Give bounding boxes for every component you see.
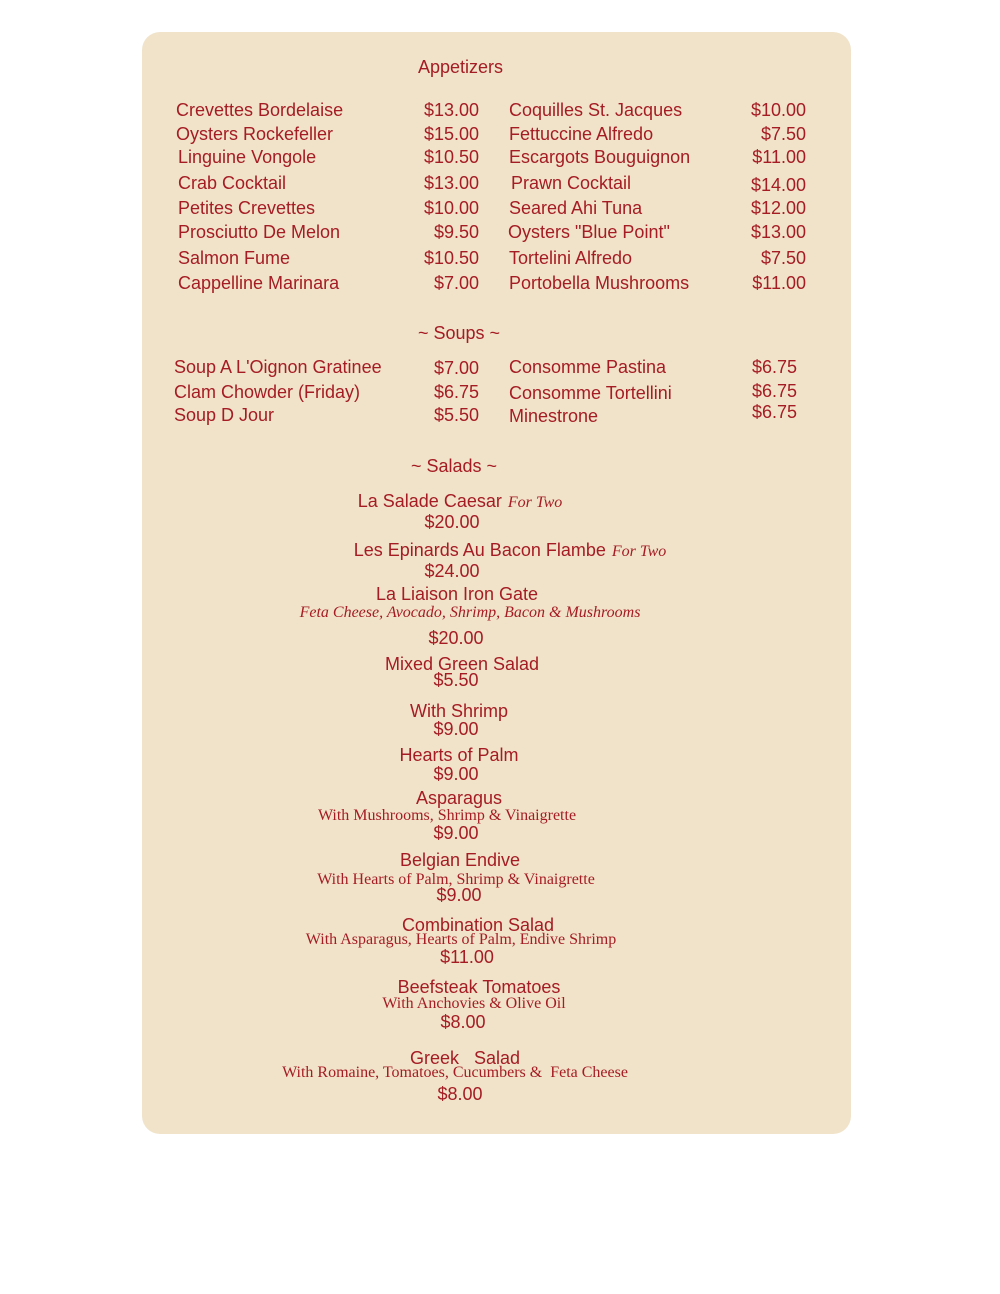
appetizer-price: $13.00 — [423, 173, 479, 193]
appetizer-price: $10.00 — [423, 198, 479, 218]
salad-price: $5.50 — [433, 670, 479, 690]
appetizer-price: $11.00 — [752, 147, 806, 167]
appetizer-name: Oysters Rockefeller — [176, 124, 334, 144]
appetizer-price: $7.50 — [760, 124, 806, 144]
salad-description: Feta Cheese, Avocado, Shrimp, Bacon & Mushrooms — [299, 604, 641, 621]
salad-price: $11.00 — [440, 947, 494, 967]
salad-name: Asparagus — [415, 788, 503, 808]
salad-note: For Two — [507, 494, 563, 511]
salad-price: $8.00 — [437, 1084, 483, 1104]
appetizer-name: Prawn Cocktail — [511, 173, 632, 193]
appetizer-price: $13.00 — [750, 222, 806, 242]
appetizer-name: Cappelline Marinara — [178, 273, 340, 293]
appetizer-name: Crevettes Bordelaise — [176, 100, 344, 120]
salad-name: With Shrimp — [409, 701, 508, 721]
appetizer-name: Escargots Bouguignon — [509, 147, 691, 167]
appetizer-name: Coquilles St. Jacques — [509, 100, 683, 120]
appetizer-name: Fettuccine Alfredo — [509, 124, 654, 144]
salad-price: $20.00 — [424, 512, 480, 532]
appetizer-price: $10.00 — [750, 100, 806, 120]
appetizer-name: Tortelini Alfredo — [509, 248, 633, 268]
appetizer-price: $13.00 — [423, 100, 479, 120]
appetizer-price: $7.00 — [433, 273, 479, 293]
soup-price: $6.75 — [752, 402, 798, 422]
soup-price: $6.75 — [433, 382, 479, 402]
salad-price: $9.00 — [433, 719, 479, 739]
appetizer-name: Portobella Mushrooms — [509, 273, 690, 293]
appetizer-name: Seared Ahi Tuna — [509, 198, 643, 218]
appetizer-price: $12.00 — [750, 198, 806, 218]
salad-name: Greek Salad — [409, 1048, 521, 1068]
appetizer-price: $10.50 — [423, 248, 479, 268]
salad-name: Belgian Endive — [399, 850, 521, 870]
salad-description: With Asparagus, Hearts of Palm, Endive Shrimp — [305, 931, 617, 948]
soup-name: Clam Chowder (Friday) — [174, 382, 361, 402]
appetizer-name: Petites Crevettes — [178, 198, 316, 218]
appetizers-heading: Appetizers — [418, 57, 504, 77]
salad-price: $9.00 — [433, 823, 479, 843]
appetizer-price: $15.00 — [423, 124, 479, 144]
salad-name: Hearts of Palm — [399, 745, 519, 765]
salad-description: With Hearts of Palm, Shrimp & Vinaigrette — [317, 871, 595, 888]
salad-name: La Liaison Iron Gate — [375, 584, 539, 604]
soup-price: $6.75 — [752, 381, 798, 401]
salad-name-text: La Salade Caesar — [357, 491, 502, 511]
appetizer-price: $14.00 — [750, 175, 806, 195]
salad-price: $20.00 — [428, 628, 484, 648]
salad-description: With Romaine, Tomatoes, Cucumbers & Feta Cheese — [282, 1064, 628, 1081]
appetizer-name: Prosciutto De Melon — [178, 222, 341, 242]
appetizer-name: Salmon Fume — [178, 248, 291, 268]
soup-price: $5.50 — [433, 405, 479, 425]
salad-name: Combination Salad — [401, 915, 555, 935]
salad-price: $9.00 — [433, 764, 479, 784]
appetizer-name: Crab Cocktail — [178, 173, 287, 193]
soup-price: $6.75 — [752, 357, 798, 377]
appetizer-price: $10.50 — [423, 147, 479, 167]
salad-price: $24.00 — [424, 561, 480, 581]
salad-price: $8.00 — [440, 1012, 486, 1032]
salad-description: With Mushrooms, Shrimp & Vinaigrette — [317, 807, 577, 824]
salad-name: Mixed Green Salad — [384, 654, 540, 674]
appetizer-name: Oysters "Blue Point" — [508, 222, 670, 242]
salads-heading: ~ Salads ~ — [411, 456, 498, 476]
appetizer-price: $9.50 — [433, 222, 479, 242]
soup-name: Soup D Jour — [174, 405, 275, 425]
appetizer-price: $11.00 — [752, 273, 806, 293]
salad-price: $9.00 — [436, 885, 482, 905]
soups-heading: ~ Soups ~ — [418, 323, 501, 343]
soup-name: Consomme Pastina — [509, 357, 667, 377]
salad-note: For Two — [611, 543, 667, 560]
appetizer-name: Linguine Vongole — [178, 147, 317, 167]
soup-name: Minestrone — [509, 406, 599, 426]
soup-name: Consomme Tortellini — [509, 383, 672, 403]
appetizer-price: $7.50 — [760, 248, 806, 268]
salad-description: With Anchovies & Olive Oil — [382, 995, 566, 1012]
soup-name: Soup A L'Oignon Gratinee — [174, 357, 382, 377]
salad-name-text: Les Epinards Au Bacon Flambe — [353, 540, 606, 560]
salad-name: Beefsteak Tomatoes — [397, 977, 561, 997]
soup-price: $7.00 — [433, 358, 479, 378]
